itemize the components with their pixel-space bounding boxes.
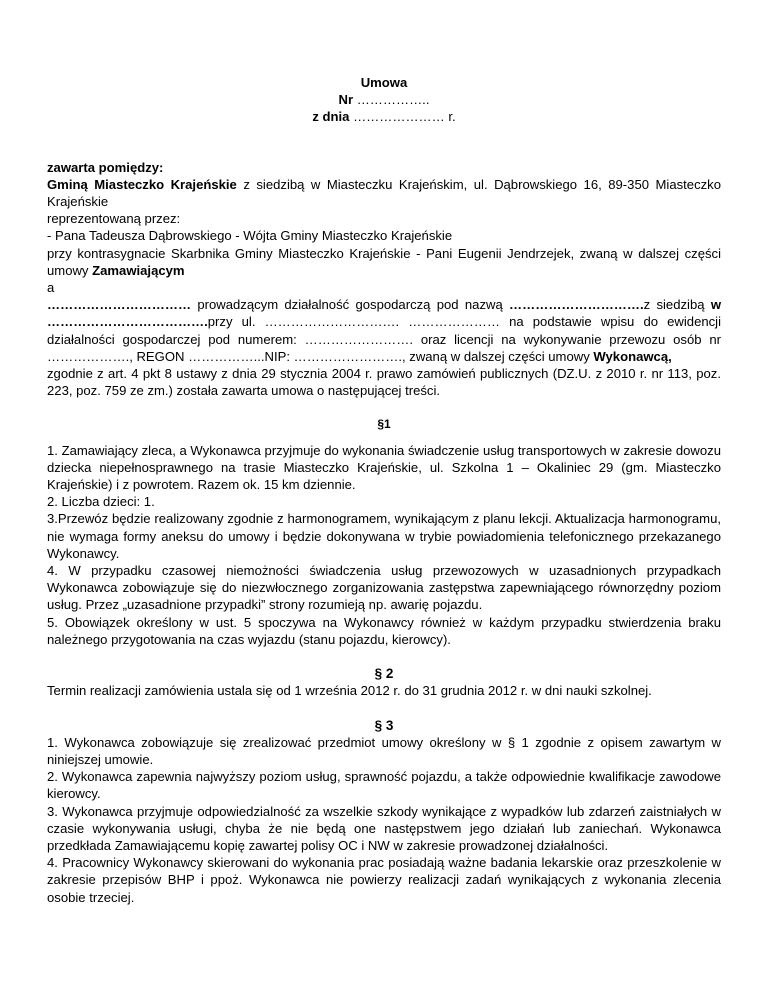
zamawiajacy-term: Zamawiającym [92, 262, 185, 278]
contract-date-value: ………………… r. [349, 109, 456, 125]
document-title: Umowa [360, 75, 408, 90]
section-1-item: 3.Przewóz będzie realizowany zgodnie z harmonogramem, wynikającym z planu lekcji. Aktualizacja harmonogramu, nie wymaga formy aneksu do umowy i będzie dokonywana w trybie powiadomienia telefonicznego przekazanego Wykonawcy. [47, 511, 721, 561]
wykonawca-term: Wykonawcą, [593, 348, 672, 364]
party-2-city-blank: ………………………………. [47, 314, 208, 330]
party-2-details: przy ul. …………………………. ………………… na podstawie wpisu do ewidencji działalności gospodarczej pod numerem: ……………………. oraz licencji na wykonywanie przewozu osób nr ………………., REGON ……………...NIP: ……………………., zwaną w dalszej części umowy [47, 314, 721, 364]
party-1-address: z siedzibą w Miasteczku Krajeńskim, ul. Dąbrowskiego 16, 89-350 Miasteczko Krajeńskie [47, 176, 721, 210]
section-2 [47, 665, 721, 699]
contract-number-label: Nr [338, 92, 354, 108]
party-1-name: Gminą Miasteczko Krajeńskie [47, 176, 237, 192]
party-1 [47, 176, 721, 210]
section-2-text: Termin realizacji zamówienia ustala się od 1 września 2012 r. do 31 grudnia 2012 r. w dni nauki szkolnej. [47, 683, 652, 699]
section-1-item: 2. Liczba dzieci: 1. [47, 494, 155, 510]
section-1 [47, 416, 721, 648]
party-2-business-text: prowadzącym działalność gospodarczą pod nazwą [191, 297, 510, 313]
section-1-item: 5. Obowiązek określony w ust. 5 spoczywa na Wykonawcy również w każdym przypadku stwierdzenia braku należnego przygotowania na czas wyjazdu (stanu pojazdu, kierowcy). [47, 614, 721, 647]
contract-number-line [47, 91, 721, 108]
party-2 [47, 296, 721, 365]
section-1-heading: §1 [377, 417, 391, 432]
party-2-company-blank: …………………………. [509, 297, 644, 313]
conjunction: a [47, 280, 55, 296]
section-3-item: 1. Wykonawca zobowiązuje się zrealizować przedmiot umowy określony w § 1 zgodnie z opisem zawartym w niniejszej umowie. [47, 734, 721, 767]
section-3-item: 2. Wykonawca zapewnia najwyższy poziom usług, sprawność pojazdu, a także odpowiednie kwalifikacje zawodowe kierowcy. [47, 769, 721, 802]
between-label: zawarta pomiędzy: [47, 159, 164, 175]
parties-section [47, 159, 721, 400]
contract-date-line [47, 108, 721, 125]
countersignature-text: przy kontrasygnacie Skarbnika Gminy Miasteczko Krajeńskie - Pani Eugenii Jendrzejek, zwaną w dalszej części umowy [47, 245, 721, 278]
party-2-seat-w: w [710, 297, 721, 313]
section-3-item: 4. Pracownicy Wykonawcy skierowani do wykonania prac posiadają ważne badania lekarskie oraz przeszkolenie w zakresie przepisów BHP i ppoż. Wykonawca nie powierzy realizacji zadań wynikających z wykonania zlecenia osobie trzeciej. [47, 855, 721, 905]
document-header [47, 74, 721, 126]
countersignature [47, 245, 721, 279]
section-3 [47, 717, 721, 906]
section-3-heading: § 3 [374, 717, 394, 733]
section-1-item: 1. Zamawiający zleca, a Wykonawca przyjmuje do wykonania świadczenie usług transportowych w zakresie dowozu dziecka niepełnosprawnego na trasie Miasteczko Krajeńskie, ul. Szkolna 1 – Okaliniec 29 (gm. Miasteczko Krajeńskie) i z powrotem. Razem ok. 15 km dziennie. [47, 442, 721, 493]
legal-basis: zgodnie z art. 4 pkt 8 ustawy z dnia 29 stycznia 2004 r. prawo zamówień publicznych (DZ.U. z 2010 r. nr 113, poz. 223, poz. 759 ze zm.) została zawarta umowa o następującej treści. [47, 366, 721, 399]
party-2-seat-text: z siedzibą [643, 297, 711, 313]
section-3-item: 3. Wykonawca przyjmuje odpowiedzialność za wszelkie szkody wynikające z wypadków lub zdarzeń zaistniałych w czasie wykonywania usługi, chyba że nie będą one następstwem jego działań lub zaniechań. Wykonawca przedkłada Zamawiającemu kopię zawartej polisy OC i NW w zakresie prowadzonej działalności. [47, 803, 721, 853]
contract-date-label: z dnia [312, 109, 350, 125]
section-1-item: 4. W przypadku czasowej niemożności świadczenia usług przewozowych w uzasadnionych przypadkach Wykonawca zobowiązuje się do niezwłocznego zorganizowania zastępstwa zapewniającego równorzędny poziom usług. Przez „uzasadnione przypadki” strony rozumieją np. awarię pojazdu. [47, 563, 721, 613]
party-2-name-blank: …………………………… [47, 297, 192, 313]
representative: - Pana Tadeusza Dąbrowskiego - Wójta Gminy Miasteczko Krajeńskie [47, 228, 453, 244]
section-2-heading: § 2 [374, 666, 394, 682]
represented-by-label: reprezentowaną przez: [47, 211, 181, 227]
document-page [47, 74, 721, 906]
contract-number-value: …………….. [353, 92, 430, 108]
